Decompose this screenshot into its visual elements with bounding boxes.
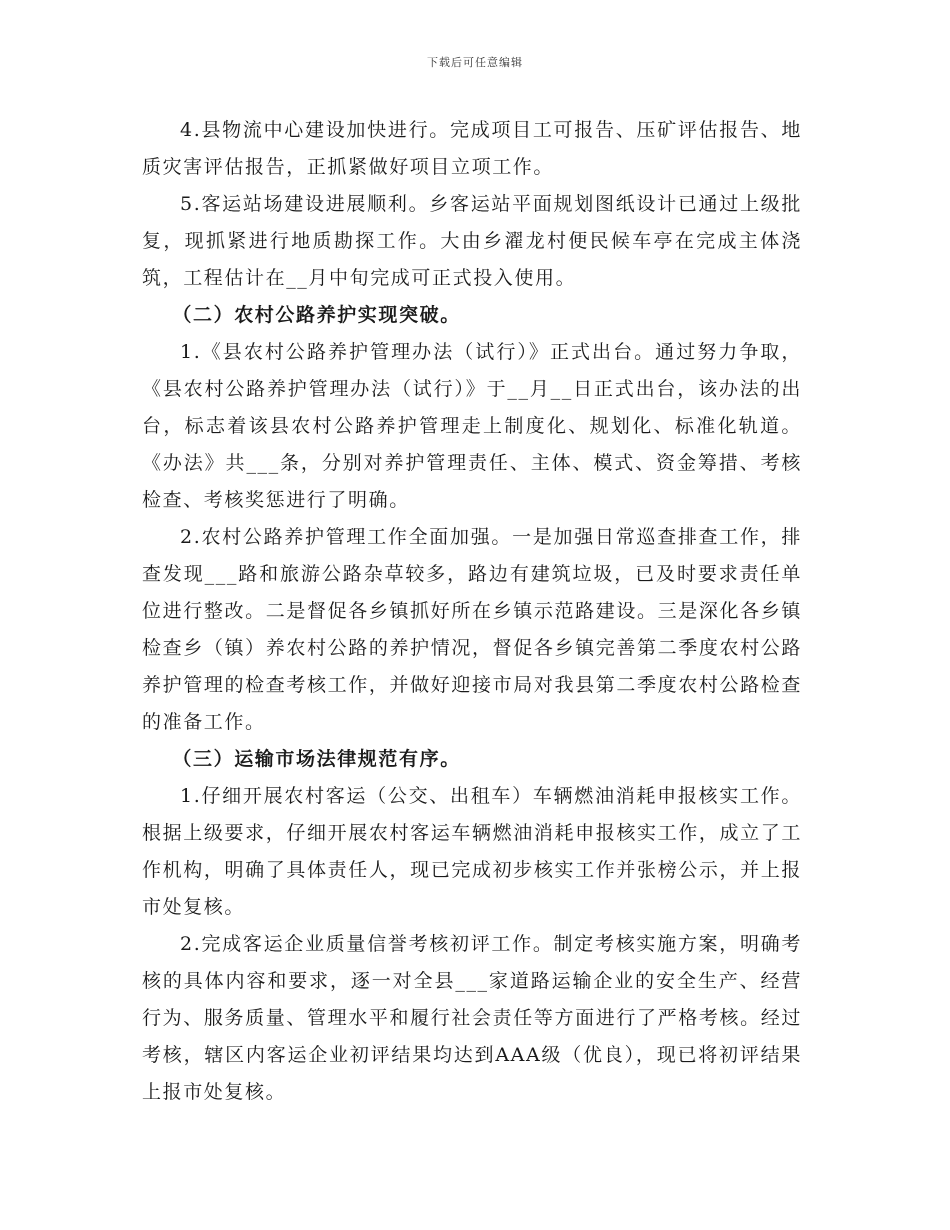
section-heading-road-maintenance: （二）农村公路养护实现突破。 (172, 304, 461, 326)
page-header: 下载后可任意编辑 (427, 56, 523, 69)
document-body (142, 112, 802, 1111)
paragraph-passenger-station: 5.客运站场建设进展顺利。乡客运站平面规划图纸设计已通过上级批复，现抓紧进行地质勘探工作。大由乡濯龙村便民候车亭在完成主体浇筑，工程估计在__月中旬完成可正式投入使用。 (142, 193, 802, 289)
section-heading-transport-market: （三）运输市场法律规范有序。 (172, 748, 461, 770)
paragraph-maintenance-measures: 1.《县农村公路养护管理办法（试行）》正式出台。通过努力争取，《县农村公路养护管理办法（试行）》于__月__日正式出台，该办法的出台，标志着该县农村公路养护管理走上制度化、规划化、标准化轨道。《办法》共___条，分别对养护管理责任、主体、模式、资金筹措、考核检查、考核奖惩进行了明确。 (142, 341, 802, 511)
paragraph-fuel-consumption: 1.仔细开展农村客运（公交、出租车）车辆燃油消耗申报核实工作。根据上级要求，仔细开展农村客运车辆燃油消耗申报核实工作，成立了工作机构，明确了具体责任人，现已完成初步核实工作并张榜公示，并上报市处复核。 (142, 785, 802, 918)
paragraph-quality-assessment: 2.完成客运企业质量信誉考核初评工作。制定考核实施方案，明确考核的具体内容和要求，逐一对全县___家道路运输企业的安全生产、经营行为、服务质量、管理水平和履行社会责任等方面进行了严格考核。经过考核，辖区内客运企业初评结果均达到AAA级（优良），现已将初评结果上报市处复核。 (142, 933, 802, 1103)
paragraph-logistics-center: 4.县物流中心建设加快进行。完成项目工可报告、压矿评估报告、地质灾害评估报告，正抓紧做好项目立项工作。 (142, 119, 802, 178)
paragraph-maintenance-strengthening: 2.农村公路养护管理工作全面加强。一是加强日常巡查排查工作，排查发现___路和旅游公路杂草较多，路边有建筑垃圾，已及时要求责任单位进行整改。二是督促各乡镇抓好所在乡镇示范路建设。三是深化各乡镇检查乡（镇）养农村公路的养护情况，督促各乡镇完善第二季度农村公路养护管理的检查考核工作，并做好迎接市局对我县第二季度农村公路检查的准备工作。 (142, 526, 802, 733)
